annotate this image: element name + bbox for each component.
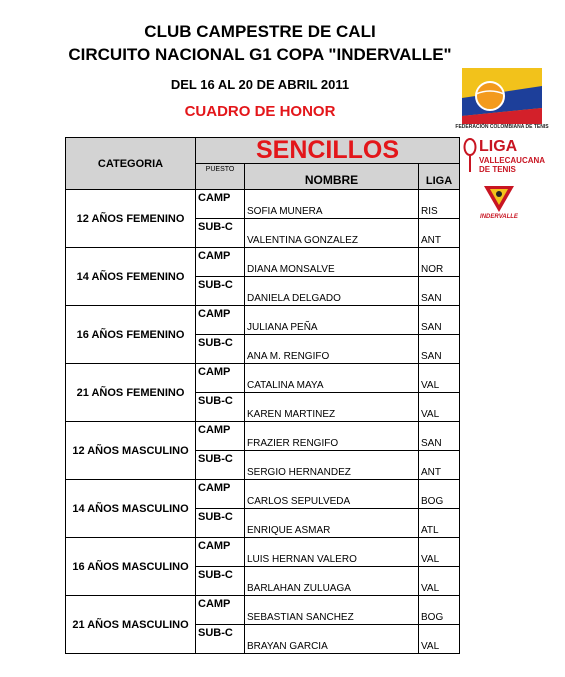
league-code: SAN — [419, 277, 460, 306]
position-label: CAMP — [196, 190, 245, 219]
league-code: ANT — [419, 451, 460, 480]
category-cell: 14 AÑOS MASCULINO — [66, 480, 196, 538]
league-code: NOR — [419, 248, 460, 277]
category-cell: 12 AÑOS FEMENINO — [66, 190, 196, 248]
position-label: CAMP — [196, 596, 245, 625]
league-code: SAN — [419, 335, 460, 364]
table-row — [66, 422, 460, 451]
player-name: SERGIO HERNANDEZ — [245, 451, 419, 480]
player-name: DANIELA DELGADO — [245, 277, 419, 306]
league-code: VAL — [419, 538, 460, 567]
player-name: KAREN MARTINEZ — [245, 393, 419, 422]
table-row — [66, 364, 460, 393]
tournament-title: CIRCUITO NACIONAL G1 COPA "INDERVALLE" — [68, 45, 452, 64]
position-label: SUB-C — [196, 219, 245, 248]
position-label: SUB-C — [196, 509, 245, 538]
category-cell: 14 AÑOS FEMENINO — [66, 248, 196, 306]
player-name: ANA M. RENGIFO — [245, 335, 419, 364]
player-name: LUIS HERNAN VALERO — [245, 538, 419, 567]
league-code: VAL — [419, 364, 460, 393]
honor-board-subtitle: CUADRO DE HONOR — [184, 103, 336, 120]
position-label: CAMP — [196, 364, 245, 393]
header-categoria: CATEGORIA — [66, 138, 196, 190]
table-row — [66, 306, 460, 335]
position-label: SUB-C — [196, 335, 245, 364]
liga-title: LIGA — [479, 138, 518, 155]
position-label: CAMP — [196, 480, 245, 509]
section-title: SENCILLOS — [196, 138, 460, 164]
category-cell: 16 AÑOS MASCULINO — [66, 538, 196, 596]
tournament-dates: DEL 16 AL 20 DE ABRIL 2011 — [170, 77, 350, 92]
header-liga: LIGA — [419, 164, 460, 190]
category-cell: 16 AÑOS FEMENINO — [66, 306, 196, 364]
league-code: VAL — [419, 567, 460, 596]
player-name: FRAZIER RENGIFO — [245, 422, 419, 451]
player-name: CARLOS SEPULVEDA — [245, 480, 419, 509]
table-row — [66, 596, 460, 625]
position-label: CAMP — [196, 538, 245, 567]
player-name: JULIANA PEÑA — [245, 306, 419, 335]
player-name: ENRIQUE ASMAR — [245, 509, 419, 538]
liga-subtitle: VALLECAUCANA — [479, 156, 546, 165]
federation-caption: FEDERACIÓN COLOMBIANA DE TENIS — [455, 124, 549, 130]
league-code: BOG — [419, 480, 460, 509]
league-code: SAN — [419, 422, 460, 451]
position-label: SUB-C — [196, 451, 245, 480]
position-label: SUB-C — [196, 277, 245, 306]
header-nombre: NOMBRE — [245, 164, 419, 190]
federation-logo — [462, 68, 542, 124]
position-label: CAMP — [196, 422, 245, 451]
table-row — [66, 480, 460, 509]
league-code: SAN — [419, 306, 460, 335]
player-name: DIANA MONSALVE — [245, 248, 419, 277]
liga-logo — [463, 138, 558, 178]
category-cell: 21 AÑOS MASCULINO — [66, 596, 196, 654]
league-code: RIS — [419, 190, 460, 219]
player-name: SEBASTIAN SANCHEZ — [245, 596, 419, 625]
player-name: CATALINA MAYA — [245, 364, 419, 393]
table-row — [66, 538, 460, 567]
player-name: BARLAHAN ZULUAGA — [245, 567, 419, 596]
honor-table — [65, 137, 460, 654]
header-puesto: PUESTO — [196, 164, 245, 190]
club-title: CLUB CAMPESTRE DE CALI — [144, 22, 376, 41]
table-row — [66, 248, 460, 277]
position-label: SUB-C — [196, 567, 245, 596]
racket-icon — [463, 138, 477, 174]
player-name: BRAYAN GARCIA — [245, 625, 419, 654]
player-name: SOFIA MUNERA — [245, 190, 419, 219]
triangle-icon — [484, 186, 514, 212]
league-code: VAL — [419, 393, 460, 422]
indervalle-logo — [474, 186, 524, 224]
liga-subtitle-2: DE TENIS — [479, 165, 516, 174]
league-code: ATL — [419, 509, 460, 538]
league-code: ANT — [419, 219, 460, 248]
category-cell: 21 AÑOS FEMENINO — [66, 364, 196, 422]
table-row — [66, 190, 460, 219]
player-name: VALENTINA GONZALEZ — [245, 219, 419, 248]
position-label: SUB-C — [196, 393, 245, 422]
position-label: SUB-C — [196, 625, 245, 654]
position-label: CAMP — [196, 248, 245, 277]
position-label: CAMP — [196, 306, 245, 335]
league-code: VAL — [419, 625, 460, 654]
league-code: BOG — [419, 596, 460, 625]
indervalle-text: INDERVALLE — [480, 214, 518, 220]
category-cell: 12 AÑOS MASCULINO — [66, 422, 196, 480]
